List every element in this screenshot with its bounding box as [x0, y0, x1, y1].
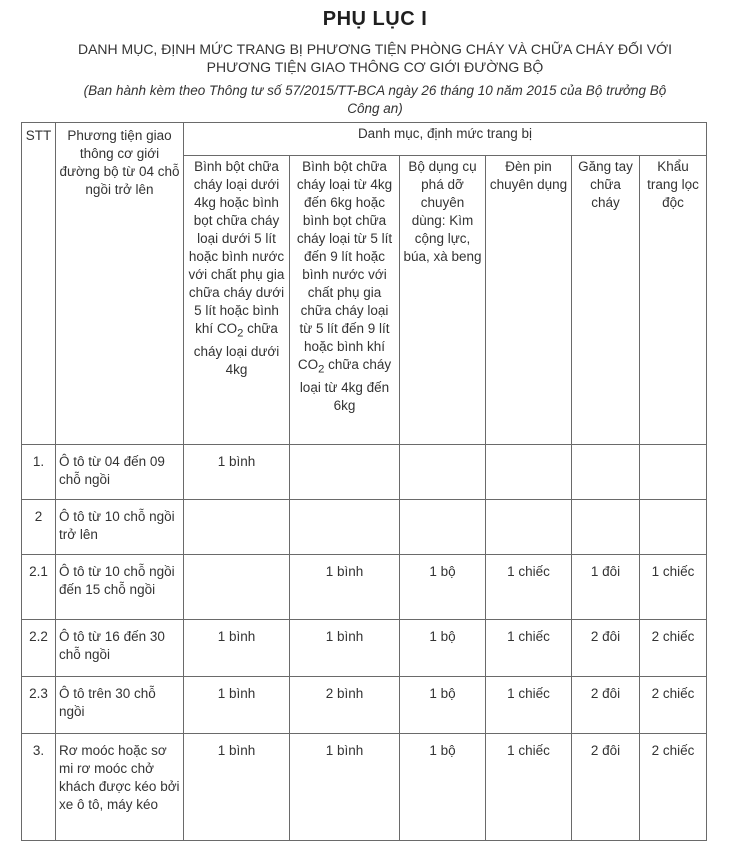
row-cell: 1 bình — [290, 620, 400, 677]
row-cell — [572, 500, 640, 555]
row-cell: 1 chiếc — [486, 677, 572, 734]
row-stt: 2 — [22, 500, 56, 555]
table-row — [22, 677, 707, 734]
row-vehicle: Rơ moóc hoặc sơ mi rơ moóc chở khách được kéo bởi xe ô tô, máy kéo — [56, 734, 184, 841]
row-cell — [486, 445, 572, 500]
row-cell: 1 chiếc — [486, 620, 572, 677]
row-cell: 1 đôi — [572, 555, 640, 620]
row-cell — [640, 500, 707, 555]
note-line-2: Công an) — [347, 101, 403, 116]
header-stt: STT — [22, 123, 56, 445]
row-cell: 1 chiếc — [486, 734, 572, 841]
row-cell — [486, 500, 572, 555]
header-col-6: Khẩu trang lọc độc — [640, 156, 707, 445]
row-cell: 1 bình — [184, 677, 290, 734]
row-cell: 1 bộ — [400, 734, 486, 841]
row-cell: 1 bình — [290, 555, 400, 620]
row-stt: 2.1 — [22, 555, 56, 620]
table-row — [22, 734, 707, 841]
header-col-3: Bộ dụng cụ phá dỡ chuyên dùng: Kìm cộng lực, búa, xà beng — [400, 156, 486, 445]
table-row — [22, 445, 707, 500]
row-cell: 2 bình — [290, 677, 400, 734]
row-cell: 2 chiếc — [640, 620, 707, 677]
header-col-4: Đèn pin chuyên dụng — [486, 156, 572, 445]
header-col-5: Găng tay chữa cháy — [572, 156, 640, 445]
row-vehicle: Ô tô từ 04 đến 09 chỗ ngồi — [56, 445, 184, 500]
subtitle-line-1: DANH MỤC, ĐỊNH MỨC TRANG BỊ PHƯƠNG TIỆN PHÒNG CHÁY VÀ CHỮA CHÁY ĐỐI VỚI — [77, 41, 673, 57]
row-cell: 2 đôi — [572, 620, 640, 677]
row-cell: 1 chiếc — [486, 555, 572, 620]
row-cell: 1 bộ — [400, 677, 486, 734]
header-group: Danh mục, định mức trang bị — [184, 123, 707, 156]
row-cell: 2 chiếc — [640, 677, 707, 734]
document-title: PHỤ LỤC I — [322, 8, 428, 30]
row-vehicle: Ô tô từ 16 đến 30 chỗ ngồi — [56, 620, 184, 677]
row-stt: 1. — [22, 445, 56, 500]
row-cell: 1 bình — [290, 734, 400, 841]
col1-text-b: chữa cháy loại dưới 4kg — [193, 321, 280, 377]
row-cell — [400, 445, 486, 500]
header-col-2 — [290, 156, 400, 445]
row-stt: 2.3 — [22, 677, 56, 734]
table-row — [22, 555, 707, 620]
row-cell — [640, 445, 707, 500]
table-row — [22, 620, 707, 677]
row-cell: 1 bộ — [400, 555, 486, 620]
subtitle-line-2: PHƯƠNG TIỆN GIAO THÔNG CƠ GIỚI ĐƯỜNG BỘ — [206, 59, 544, 75]
header-row-1 — [22, 123, 707, 156]
row-vehicle: Ô tô từ 10 chỗ ngồi trở lên — [56, 500, 184, 555]
row-cell: 1 bình — [184, 445, 290, 500]
row-cell: 1 chiếc — [640, 555, 707, 620]
row-cell: 1 bộ — [400, 620, 486, 677]
header-col-1 — [184, 156, 290, 445]
row-vehicle: Ô tô trên 30 chỗ ngồi — [56, 677, 184, 734]
row-cell — [400, 500, 486, 555]
row-cell — [184, 555, 290, 620]
header-vehicle: Phương tiện giao thông cơ giới đường bộ từ 04 chỗ ngồi trở lên — [56, 123, 184, 445]
row-vehicle: Ô tô từ 10 chỗ ngồi đến 15 chỗ ngồi — [56, 555, 184, 620]
row-cell — [572, 445, 640, 500]
row-stt: 3. — [22, 734, 56, 841]
note-line-1: (Ban hành kèm theo Thông tư số 57/2015/TT-BCA ngày 26 tháng 10 năm 2015 của Bộ trưởng Bộ — [83, 83, 667, 98]
col1-text-a: Bình bột chữa cháy loại dưới 4kg hoặc bình bọt chữa cháy loại dưới 5 lít hoặc bình nước với chất phụ gia chữa cháy dưới 5 lít hoặc bình khí CO — [188, 159, 285, 336]
document-subtitle — [20, 40, 730, 76]
col2-text-b: chữa cháy loại từ 4kg đến 6kg — [299, 357, 392, 413]
table-row — [22, 500, 707, 555]
row-cell: 2 đôi — [572, 677, 640, 734]
row-cell: 1 bình — [184, 734, 290, 841]
col2-text-a: Bình bột chữa cháy loại từ 4kg đến 6kg hoặc bình bọt chữa cháy loại từ 5 lít đến 9 lít hoặc bình nước với chất phụ gia chữa cháy loại từ 5 lít đến 9 lít hoặc bình khí CO — [296, 159, 393, 372]
row-cell — [290, 500, 400, 555]
equipment-table — [21, 122, 707, 841]
row-cell: 1 bình — [184, 620, 290, 677]
row-cell — [290, 445, 400, 500]
issuance-note — [12, 82, 738, 118]
row-stt: 2.2 — [22, 620, 56, 677]
col2-subscript: 2 — [318, 363, 325, 376]
col1-subscript: 2 — [237, 327, 244, 340]
row-cell — [184, 500, 290, 555]
row-cell: 2 chiếc — [640, 734, 707, 841]
row-cell: 2 đôi — [572, 734, 640, 841]
